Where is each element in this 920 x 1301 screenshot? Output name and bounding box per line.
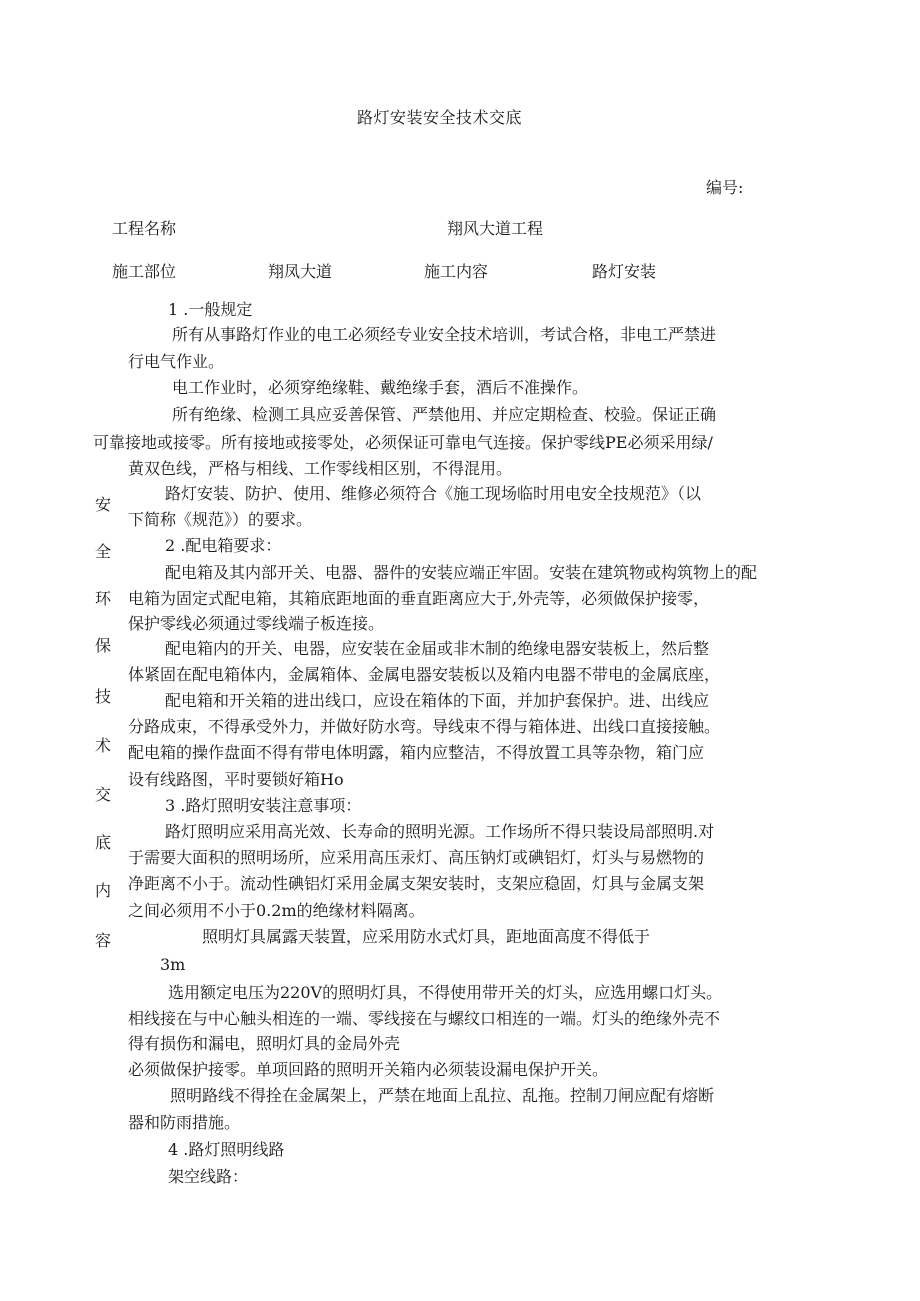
side-label-char: 容 [94,931,111,950]
content-value: 路灯安装 [592,262,657,281]
body-line: 3m [160,955,186,974]
section-heading: 4 .路灯照明线路 [168,1140,285,1159]
body-line: 架空线路： [168,1167,249,1186]
body-line: 得有损伤和漏电，照明灯具的金局外壳 [128,1034,401,1053]
body-line: 下简称《规范》）的要求。 [128,510,313,529]
body-line: 所有从事路灯作业的电工必须经专业安全技术培训，考试合格，非电工严禁进 [172,325,717,344]
body-line: 照明灯具属露天装置，应采用防水式灯具，距地面高度不得低于 [202,927,651,946]
document-title: 路灯安装安全技术交底 [357,108,523,127]
body-line: 于需要大面积的照明场所，应采用高压汞灯、高压钠灯或碘铝灯，灯头与易燃物的 [128,848,705,867]
project-name-value: 翔风大道工程 [447,219,544,238]
body-line: 路灯安装、防护、使用、维修必须符合《施工现场临时用电安全技规范》（以 [165,484,702,503]
body-line: 设有线路图，平时要锁好箱Ho [128,770,344,789]
body-line: 选用额定电压为220V的照明灯具，不得使用带开关的灯头，应选用螺口灯头。 [168,983,723,1002]
body-line: 分路成束，不得承受外力，并做好防水弯。导线束不得与箱体进、出线口直接接触。 [128,717,721,736]
body-line: 行电气作业。 [128,352,225,371]
body-line: 体紧固在配电箱体内，金属箱体、金属电器安装板以及箱内电器不带电的金属底座， [128,665,721,684]
side-label-char: 底 [94,833,111,852]
side-label-char: 全 [94,542,111,561]
body-line: 配电箱的操作盘面不得有带电体明露，箱内应整洁，不得放置工具等杂物，箱门应 [128,743,705,762]
body-line: 照明路线不得拴在金属架上，严禁在地面上乱拉、乱拖。控制刀闸应配有熔断 [170,1086,715,1105]
site-label: 施工部位 [112,262,177,281]
body-line: 相线接在与中心触头相连的一端、零线接在与螺纹口相连的一端。灯头的绝缘外壳不 [128,1009,721,1028]
side-label-char: 安 [94,495,111,514]
section-heading: 2 .配电箱要求： [165,536,282,555]
side-label-char: 交 [94,785,111,804]
section-heading: 3 .路灯照明安装注意事项： [165,796,362,815]
side-label-char: 技 [94,687,111,706]
side-label-char: 内 [94,881,111,900]
body-line: 保护零线必须通过零线端子板连接。 [128,614,385,633]
site-value: 翔凤大道 [268,262,333,281]
body-line: 电箱为固定式配电箱，其箱底距地面的垂直距离应大于,外壳等，必须做保护接零， [128,589,710,608]
side-label-char: 保 [94,636,111,655]
project-name-label: 工程名称 [112,219,177,238]
document-number-label: 编号: [706,178,744,197]
body-line: 之间必须用不小于0.2m的绝缘材料隔离。 [128,901,425,920]
body-line: 路灯照明应采用高光效、长寿命的照明光源。工作场所不得只装设局部照明.对 [165,822,715,841]
side-label-char: 环 [94,589,111,608]
body-line: 净距离不小于。流动性碘铝灯采用金属支架安装时，支架应稳固，灯具与金属支架 [128,874,705,893]
content-label: 施工内容 [424,262,489,281]
body-line: 所有绝缘、检测工具应妥善保管、严禁他用、并应定期检查、校验。保证正确 [172,405,717,424]
body-line: 黄双色线，严格与相线、工作零线相区别，不得混用。 [128,459,513,478]
body-line: 可靠接地或接零。所有接地或接零处，必须保证可靠电气连接。保护零线PE必须采用绿/ [93,433,713,452]
side-label-char: 术 [94,736,111,755]
body-line: 必须做保护接零。单项回路的照明开关箱内必须装设漏电保护开关。 [128,1060,609,1079]
body-line: 配电箱及其内部开关、电器、器件的安装应端正牢固。安装在建筑物或构筑物上的配 [165,563,758,582]
body-line: 配电箱和开关箱的进出线口，应设在箱体的下面，并加护套保护。进、出线应 [165,691,710,710]
body-line: 配电箱内的开关、电器，应安装在金届或非木制的绝缘电器安装板上，然后整 [165,639,710,658]
body-line: 器和防雨措施。 [128,1113,241,1132]
body-line: 电工作业时，必须穿绝缘鞋、戴绝缘手套，酒后不准操作。 [172,378,589,397]
section-heading: 1 .一般规定 [168,300,253,319]
